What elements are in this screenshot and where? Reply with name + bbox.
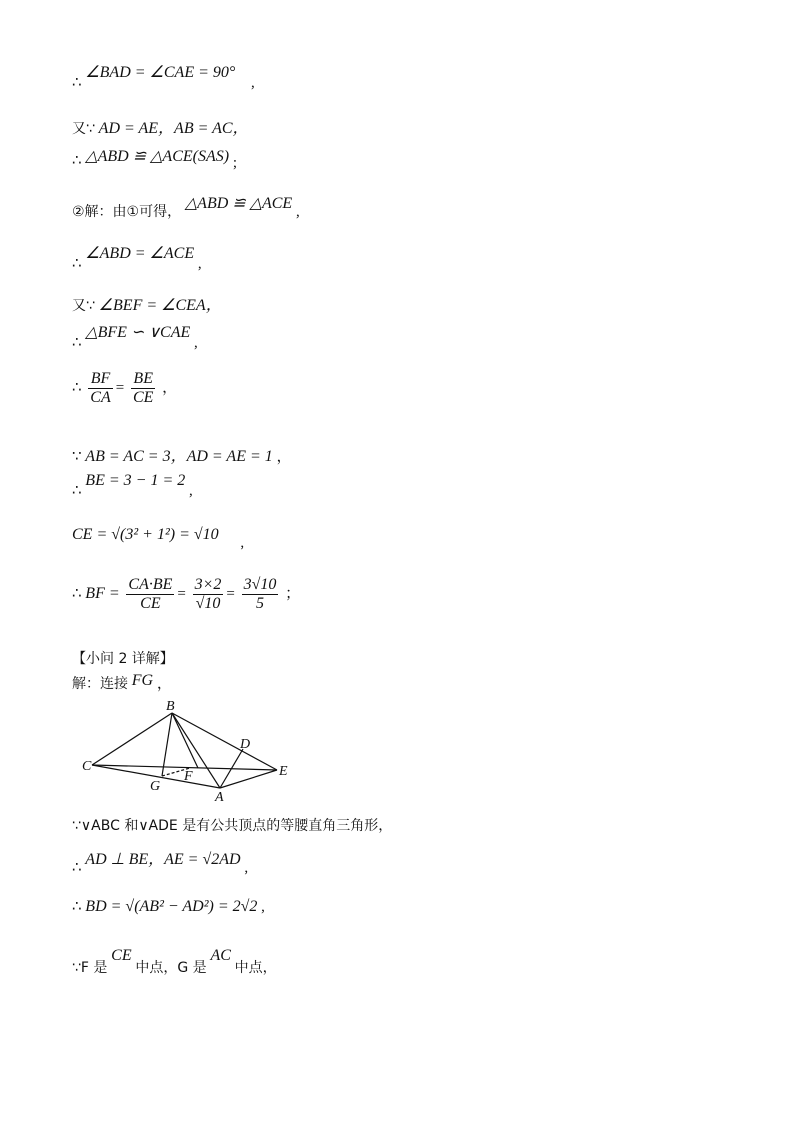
comma: , xyxy=(295,204,300,220)
step-1 xyxy=(72,62,255,91)
denominator: CE xyxy=(132,389,154,406)
step-11 xyxy=(72,526,245,551)
numerator: 3√10 xyxy=(243,576,277,593)
semicolon: ； xyxy=(285,585,301,602)
step-14 xyxy=(72,815,392,835)
label-d: D xyxy=(240,737,251,752)
similarity-statement: △BFE ∽ ∨CAE xyxy=(85,324,191,341)
therefore-symbol: ∴ xyxy=(72,333,82,351)
label-c: C xyxy=(82,759,92,774)
step-3 xyxy=(72,146,237,171)
semicolon: ; xyxy=(232,155,237,171)
therefore-symbol: ∴ xyxy=(72,377,82,396)
step-12-bf: ∴ BF = $\frac{CA\cdot BE}{CE}$ = $\frac{3\times 2}{√10}$ = $\frac{3√10}{5}$ ； xyxy=(72,576,301,612)
step-4-prefix: ②解：由①可得， xyxy=(72,204,182,220)
label-a: A xyxy=(215,790,224,803)
comma: , xyxy=(251,75,255,91)
step-17 xyxy=(72,945,277,976)
therefore-symbol: ∴ xyxy=(72,858,82,876)
bd-length: BD = √(AB² − AD²) = 2√2 xyxy=(85,898,258,915)
geometry-figure xyxy=(80,698,300,803)
denominator: CE xyxy=(140,595,161,612)
fraction-result xyxy=(242,576,279,613)
comma: , xyxy=(244,860,249,876)
therefore-symbol: ∴ xyxy=(72,481,82,499)
therefore-symbol: ∴ xyxy=(72,583,82,602)
denominator: √10 xyxy=(195,595,221,612)
step-4 xyxy=(72,193,300,220)
step-6 xyxy=(72,292,222,315)
step-6-prefix: 又∵ xyxy=(72,298,95,314)
step-5 xyxy=(72,243,202,272)
perp-and-ae: AD ⊥ BE，AE = √2AD xyxy=(85,851,241,868)
segment-ac: AC xyxy=(210,947,231,964)
numerator: BE xyxy=(131,370,155,389)
step-8-proportion: ∴ $\frac{BF}{CA}$ = $\frac{BE}{CE}$ ， xyxy=(72,370,178,406)
ce-length: CE = √(3² + 1²) = √10 xyxy=(72,526,219,543)
because-symbol: ∵ xyxy=(72,447,82,465)
angle-abd-ace: ∠ABD = ∠ACE xyxy=(85,245,195,262)
step-10 xyxy=(72,471,193,499)
numerator: CA·BE xyxy=(128,576,173,593)
angle-bef-cea: ∠BEF = ∠CEA， xyxy=(98,297,222,314)
fraction-bf-ca xyxy=(88,370,112,407)
comma: , xyxy=(194,335,198,351)
congruence-from-1: △ABD ≌ △ACE xyxy=(184,195,293,212)
label-b: B xyxy=(166,699,175,714)
numerator: 3×2 xyxy=(194,576,222,593)
midpoint-tail: 中点， xyxy=(234,960,277,976)
section-header: 【小问 2 详解】 xyxy=(72,651,174,667)
step-16 xyxy=(72,897,265,916)
therefore-symbol: ∴ xyxy=(72,151,82,169)
denominator: 5 xyxy=(256,595,265,612)
step-7 xyxy=(72,322,198,351)
label-e: E xyxy=(279,764,288,779)
comma: , xyxy=(261,899,265,915)
fraction-be-ce xyxy=(131,370,155,407)
step-2-prefix: 又∵ xyxy=(72,121,95,137)
denominator: CA xyxy=(90,389,111,406)
therefore-symbol: ∴ xyxy=(72,73,82,91)
step-9 xyxy=(72,443,292,466)
fraction-ca-be-over-ce xyxy=(126,576,174,613)
therefore-symbol: ∴ xyxy=(72,254,82,272)
step-2 xyxy=(72,115,249,138)
g-midpoint-text: 中点，G 是 xyxy=(135,960,207,976)
comma: , xyxy=(197,256,202,272)
bf-lhs: BF = xyxy=(85,584,120,602)
segment-ce: CE xyxy=(111,947,132,964)
comma: ， xyxy=(276,449,292,465)
congruence-statement: △ABD ≌ △ACE(SAS) xyxy=(85,148,230,165)
side-equalities: AD = AE，AB = AC， xyxy=(98,120,249,137)
comma: ， xyxy=(156,676,172,692)
comma: ， xyxy=(162,379,178,396)
step-15 xyxy=(72,846,249,876)
segment-fg: FG xyxy=(131,672,154,689)
solution-prefix: 解：连接 xyxy=(72,676,128,692)
be-length: BE = 3 − 1 = 2 xyxy=(85,472,186,489)
step-13 xyxy=(72,672,172,693)
comma: , xyxy=(188,483,193,499)
triangles-statement: ∵∨ABC 和∨ADE 是有公共顶点的等腰直角三角形， xyxy=(72,818,393,834)
therefore-symbol: ∴ xyxy=(72,897,82,915)
comma: , xyxy=(240,535,245,551)
numerator: BF xyxy=(88,370,112,389)
label-f: F xyxy=(184,769,193,784)
fraction-6-over-root10 xyxy=(193,576,224,613)
label-g: G xyxy=(150,779,161,794)
given-lengths: AB = AC = 3，AD = AE = 1 xyxy=(85,448,273,465)
f-midpoint-text: ∵F 是 xyxy=(72,960,108,976)
angle-equation: ∠BAD = ∠CAE = 90° xyxy=(85,64,236,81)
